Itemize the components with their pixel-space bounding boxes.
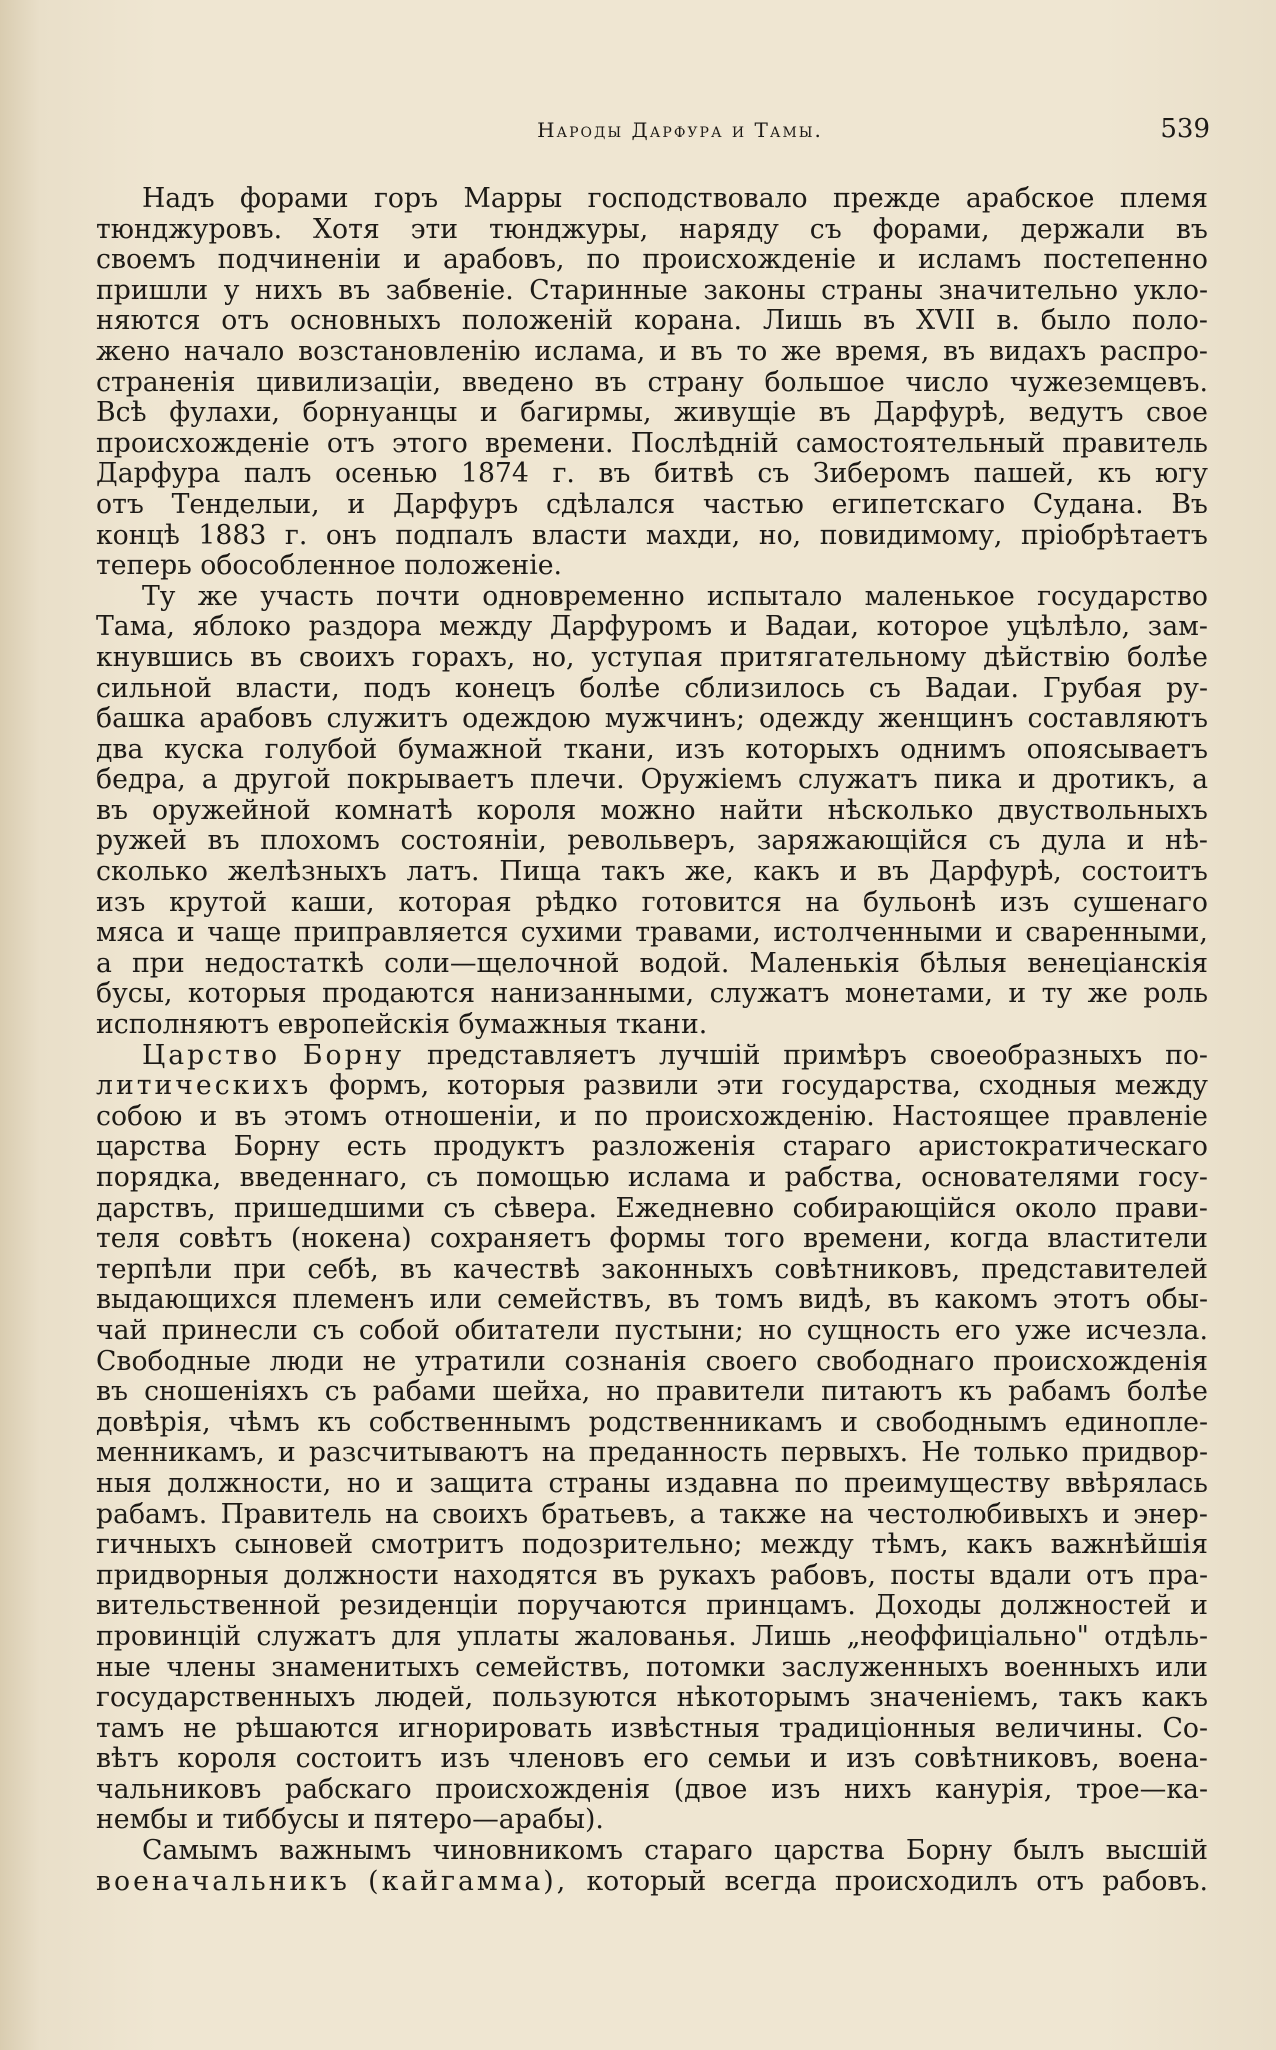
text-line: въ оружейной комнатѣ короля можно найти нѣсколько двуствольныхъ [96, 794, 1208, 826]
text-line: а при недостаткѣ соли—щелочной водой. Маленькія бѣлыя венеціанскія [96, 947, 1208, 979]
text-line: собою и въ этомъ отношеніи, и по происхожденію. Настоящее правленіе [96, 1100, 1208, 1132]
text-line: чальниковъ рабскаго происхожденія (двое изъ нихъ канурія, трое—ка- [96, 1773, 1208, 1805]
text-line: мяса и чаще приправляется сухими травами, истолченными и сваренными, [96, 917, 1208, 949]
text-line: кнувшись въ своихъ горахъ, но, уступая притягательному дѣйствію болѣе [96, 641, 1208, 673]
text-line: чай принесли съ собой обитатели пустыни; но сущность его уже исчезла. [96, 1314, 1208, 1346]
text-line: пришли у нихъ въ забвеніе. Старинные законы страны значительно укло- [96, 274, 1208, 306]
text-line: дарствъ, пришедшими съ сѣвера. Ежедневно собирающійся около прави- [96, 1192, 1208, 1224]
running-head: Народы Дарфура и Тамы. [537, 118, 823, 142]
text-line: ные члены знаменитыхъ семействъ, потомки заслуженныхъ военныхъ или [96, 1651, 1208, 1683]
text-line: страненія цивилизаціи, введено въ страну большое число чужеземцевъ. [96, 366, 1208, 398]
text-line: тюнджуровъ. Хотя эти тюнджуры, наряду съ форами, держали въ [96, 213, 1208, 245]
text-line: государственныхъ людей, пользуются нѣкоторымъ значеніемъ, такъ какъ [96, 1682, 1208, 1714]
text-line: менникамъ, и разсчитываютъ на преданность первыхъ. Не только придвор- [96, 1437, 1208, 1469]
text-line: царства Борну есть продуктъ разложенія стараго аристократическаго [96, 1131, 1208, 1163]
text-line: сильной власти, подъ конецъ болѣе сблизилось съ Вадаи. Грубая ру- [96, 672, 1208, 704]
text-line: отъ Тенделыи, и Дарфуръ сдѣлался частью египетскаго Судана. Въ [96, 488, 1208, 520]
text-line: вѣтъ короля состоитъ изъ членовъ его семьи и изъ совѣтниковъ, воена- [96, 1743, 1208, 1775]
text-line: довѣрія, чѣмъ къ собственнымъ родственникамъ и свободнымъ единопле- [96, 1406, 1208, 1438]
page-number: 539 [1160, 114, 1210, 144]
text-line: бедра, а другой покрываетъ плечи. Оружіемъ служатъ пика и дротикъ, а [96, 764, 1208, 796]
text-line: Свободные люди не утратили сознанія своего свободнаго происхожденія [96, 1345, 1208, 1377]
text-line: Ту же участь почти одновременно испытало маленькое государство [142, 580, 1208, 612]
text-line: теперь обособленное положеніе. [96, 550, 563, 582]
text-line: няются отъ основныхъ положеній корана. Лишь въ XVII в. было поло- [96, 305, 1208, 337]
text-line: жено начало возстановленію ислама, и въ то же время, въ видахъ распро- [96, 335, 1208, 367]
text-line: Дарфура палъ осенью 1874 г. въ битвѣ съ Зиберомъ пашей, къ югу [96, 458, 1208, 490]
text-line: исполняютъ европейскія бумажныя ткани. [96, 1009, 708, 1041]
text-line: Царство Борну представляетъ лучшій примѣръ своеобразныхъ по- [142, 1039, 1208, 1071]
text-line: сколько желѣзныхъ латъ. Пища такъ же, какъ и въ Дарфурѣ, состоитъ [96, 856, 1208, 888]
text-line: терпѣли при себѣ, въ качествѣ законныхъ совѣтниковъ, представителей [96, 1253, 1208, 1285]
text-line: ружей въ плохомъ состояніи, револьверъ, заряжающійся съ дула и нѣ- [96, 825, 1208, 857]
text-line: ныя должности, но и защита страны издавна по преимуществу ввѣрялась [96, 1467, 1208, 1499]
text-line: выдающихся племенъ или семействъ, въ томъ видѣ, въ какомъ этотъ обы- [96, 1284, 1208, 1316]
text-line: своемъ подчиненіи и арабовъ, по происхожденіе и исламъ постепенно [96, 244, 1208, 276]
text-line: гичныхъ сыновей смотритъ подозрительно; между тѣмъ, какъ важнѣйшія [96, 1529, 1208, 1561]
text-line: порядка, введеннаго, съ помощью ислама и рабства, основателями госу- [96, 1162, 1208, 1193]
text-line: два куска голубой бумажной ткани, изъ которыхъ однимъ опоясываетъ [96, 733, 1208, 765]
text-line: изъ крутой каши, которая рѣдко готовится на бульонѣ изъ сушенаго [96, 886, 1208, 918]
page-header [150, 114, 1210, 158]
text-line: придворныя должности находятся въ рукахъ рабовъ, посты вдали отъ пра- [96, 1559, 1208, 1591]
text-line: Самымъ важнымъ чиновникомъ стараго царства Борну былъ высшій [142, 1835, 1208, 1867]
body-text [96, 184, 1208, 1897]
text-line: военачальникъ (кайгамма), который всегда происходилъ отъ рабовъ. [96, 1865, 1208, 1897]
text-line: тамъ не рѣшаются игнорировать извѣстныя традиціонныя величины. Со- [96, 1712, 1208, 1744]
text-line: башка арабовъ служитъ одеждою мужчинъ; одежду женщинъ составляютъ [96, 703, 1208, 735]
text-line: теля совѣтъ (нокена) сохраняетъ формы того времени, когда властители [96, 1223, 1208, 1255]
text-line: въ сношеніяхъ съ рабами шейха, но правители питаютъ къ рабамъ болѣе [96, 1376, 1208, 1408]
text-line: происхожденіе отъ этого времени. Послѣдній самостоятельный правитель [96, 427, 1208, 459]
text-line: вительственной резиденціи поручаются принцамъ. Доходы должностей и [96, 1590, 1208, 1622]
text-line: бусы, которыя продаются нанизанными, служатъ монетами, и ту же роль [96, 978, 1208, 1010]
text-line: Надъ форами горъ Марры господствовало прежде арабское племя [142, 183, 1208, 214]
text-line: Всѣ фулахи, борнуанцы и багирмы, живущіе въ Дарфурѣ, ведутъ свое [96, 397, 1208, 429]
text-line: нембы и тиббусы и пятеро—арабы). [96, 1804, 604, 1836]
text-line: рабамъ. Правитель на своихъ братьевъ, а также на честолюбивыхъ и энер- [96, 1498, 1208, 1530]
text-line: провинцій служатъ для уплаты жалованья. Лишь „неоффиціально" отдѣль- [96, 1620, 1208, 1652]
text-line: Тама, яблоко раздора между Дарфуромъ и Вадаи, которое уцѣлѣло, зам- [96, 611, 1208, 643]
text-line: литическихъ формъ, которыя развили эти государства, сходныя между [96, 1070, 1208, 1102]
text-line: концѣ 1883 г. онъ подпалъ власти махди, но, повидимому, пріобрѣтаетъ [96, 519, 1208, 551]
